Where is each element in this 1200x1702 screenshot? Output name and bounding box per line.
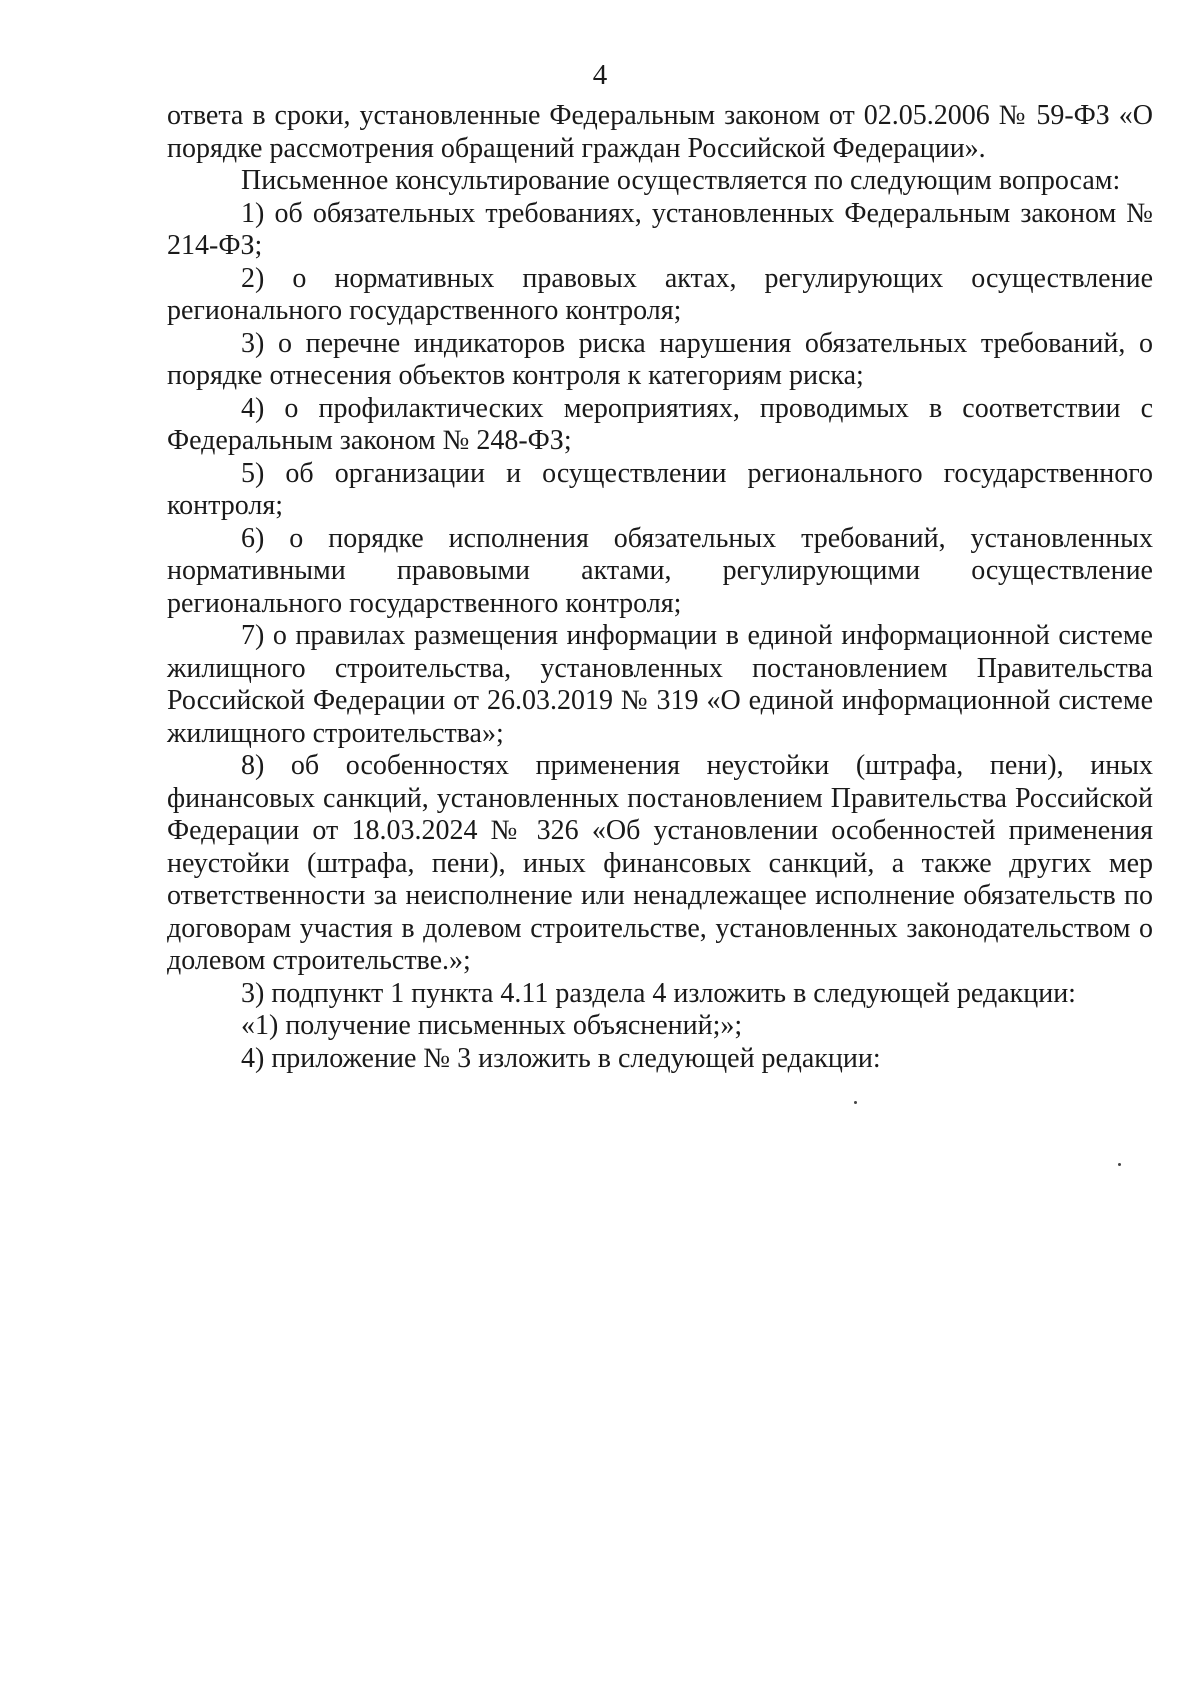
list-item-4: 4) о профилактических мероприятиях, проводимых в соответствии с Федеральным законом № 248-ФЗ; bbox=[167, 392, 1153, 456]
scan-artifact-dot bbox=[1118, 1163, 1121, 1166]
list-item-1: 1) об обязательных требованиях, установленных Федеральным законом № 214-ФЗ; bbox=[167, 197, 1153, 261]
scan-artifact-dot bbox=[854, 1101, 857, 1104]
page-number: 4 bbox=[592, 59, 608, 91]
amendment-item-3: 3) подпункт 1 пункта 4.11 раздела 4 изложить в следующей редакции: bbox=[241, 977, 1076, 1009]
list-item-2: 2) о нормативных правовых актах, регулирующих осуществление регионального государственного контроля; bbox=[167, 262, 1153, 326]
list-item-7: 7) о правилах размещения информации в единой информационной системе жилищного строительства, установленных постановлением Правительства Российской Федерации от 26.03.2019 № 319 «О единой информационной системе жилищного строительства»; bbox=[167, 620, 1153, 749]
paragraph-continuation: ответа в сроки, установленные Федеральным законом от 02.05.2006 № 59-ФЗ «О порядке рассмотрения обращений граждан Российской Федерации». bbox=[167, 100, 1153, 164]
paragraph-consultation-intro: Письменное консультирование осуществляется по следующим вопросам: bbox=[241, 165, 1121, 196]
list-item-8: 8) об особенностях применения неустойки (штрафа, пени), иных финансовых санкций, установленных постановлением Правительства Российской Федерации от 18.03.2024 № 326 «Об установлении особенностей применения неустойки (штрафа, пени), иных финансовых санкций, а также других мер ответственности за неисполнение или ненадлежащее исполнение обязательств по договорам участия в долевом строительстве, установленных законодательством о долевом строительстве.»; bbox=[167, 750, 1153, 976]
list-item-5: 5) об организации и осуществлении регионального государственного контроля; bbox=[167, 457, 1153, 521]
amendment-quote: «1) получение письменных объяснений;»; bbox=[241, 1010, 743, 1041]
list-item-3: 3) о перечне индикаторов риска нарушения обязательных требований, о порядке отнесения объектов контроля к категориям риска; bbox=[167, 327, 1153, 391]
amendment-item-4: 4) приложение № 3 изложить в следующей редакции: bbox=[241, 1042, 881, 1074]
list-item-6: 6) о порядке исполнения обязательных требований, установленных нормативными правовыми актами, регулирующими осуществление регионального государственного контроля; bbox=[167, 522, 1153, 619]
document-body bbox=[167, 100, 1153, 1075]
